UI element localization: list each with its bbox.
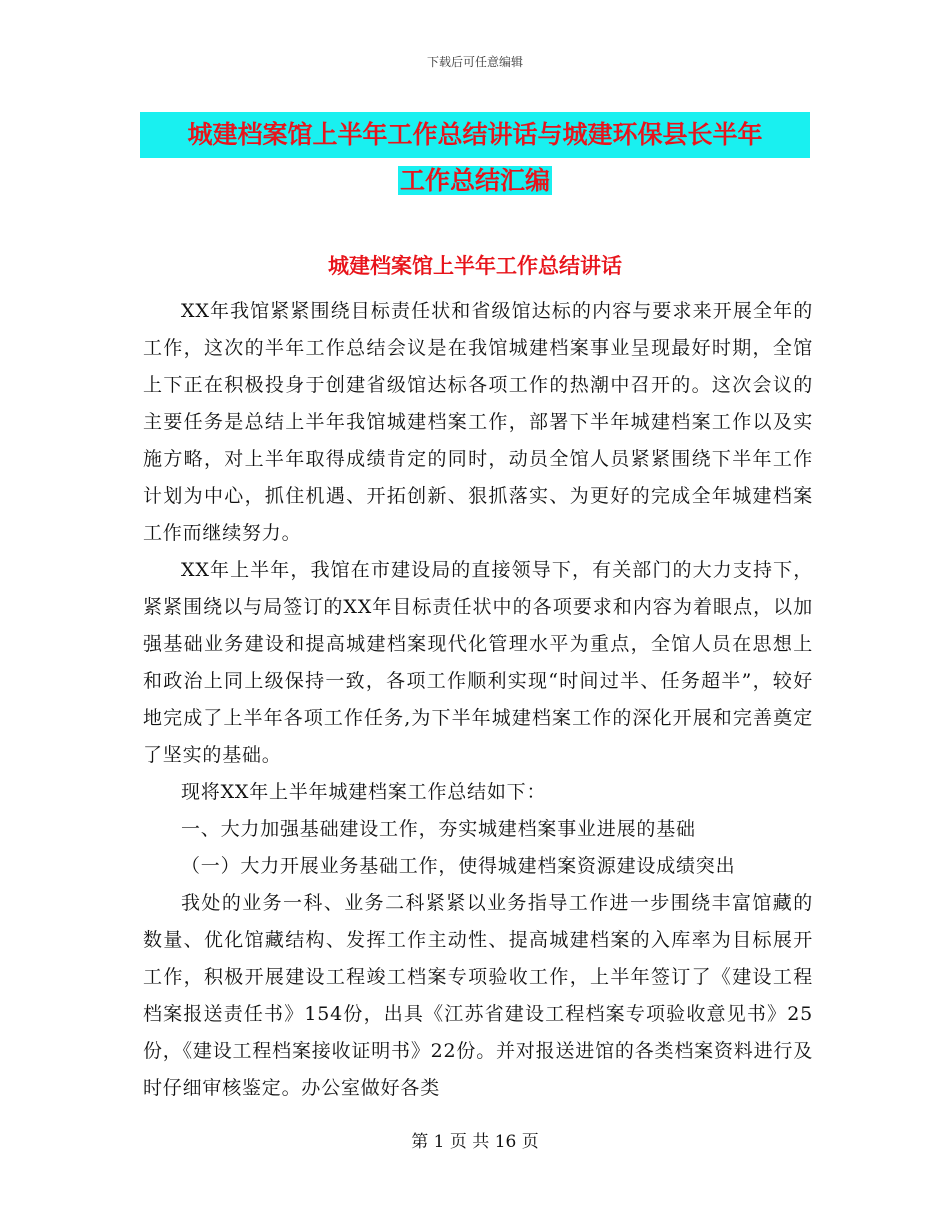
- document-title: [140, 112, 810, 204]
- heading-2: （一）大力开展业务基础工作，使得城建档案资源建设成绩突出: [181, 855, 736, 877]
- section-title: 城建档案馆上半年工作总结讲话: [328, 254, 622, 278]
- document-title-line-1: [140, 112, 810, 158]
- body-text: [143, 293, 813, 1107]
- paragraph: 现将XX年上半年城建档案工作总结如下：: [181, 781, 547, 803]
- title-highlight-1: 城建档案馆上半年工作总结讲话与城建环保县长半年: [187, 120, 763, 149]
- page-header-note: 下载后可任意编辑: [426, 55, 523, 69]
- document-title-line-2: 工作总结汇编: [399, 166, 550, 195]
- paragraph: XX年我馆紧紧围绕目标责任状和省级馆达标的内容与要求来开展全年的工作，这次的半年工作总结会议是在我馆城建档案事业呈现最好时期，全馆上下正在积极投身于创建省级馆达标各项工作的热潮中召开的。这次会议的主要任务是总结上半年我馆城建档案工作，部署下半年城建档案工作以及实施方略，对上半年取得成绩肯定的同时，动员全馆人员紧紧围绕下半年工作计划为中心，抓住机遇、开拓创新、狠抓落实、为更好的完成全年城建档案工作而继续努力。: [143, 300, 813, 544]
- page-number-footer: 第 1 页 共 16 页: [411, 1132, 539, 1152]
- paragraph: 我处的业务一科、业务二科紧紧以业务指导工作进一步围绕丰富馆藏的数量、优化馆藏结构、发挥工作主动性、提高城建档案的入库率为目标展开工作，积极开展建设工程竣工档案专项验收工作，上半年签订了《建设工程档案报送责任书》154份，出具《江苏省建设工程档案专项验收意见书》25份，《建设工程档案接收证明书》22份。并对报送进馆的各类档案资料进行及时仔细审核鉴定。办公室做好各类: [143, 892, 813, 1099]
- paragraph: XX年上半年，我馆在市建设局的直接领导下，有关部门的大力支持下，紧紧围绕以与局签订的XX年目标责任状中的各项要求和内容为着眼点，以加强基础业务建设和提高城建档案现代化管理水平为重点，全馆人员在思想上和政治上同上级保持一致，各项工作顺利实现“时间过半、任务超半”，较好地完成了上半年各项工作任务,为下半年城建档案工作的深化开展和完善奠定了坚实的基础。: [143, 559, 813, 766]
- heading-1: 一、大力加强基础建设工作，夯实城建档案事业进展的基础: [181, 818, 696, 840]
